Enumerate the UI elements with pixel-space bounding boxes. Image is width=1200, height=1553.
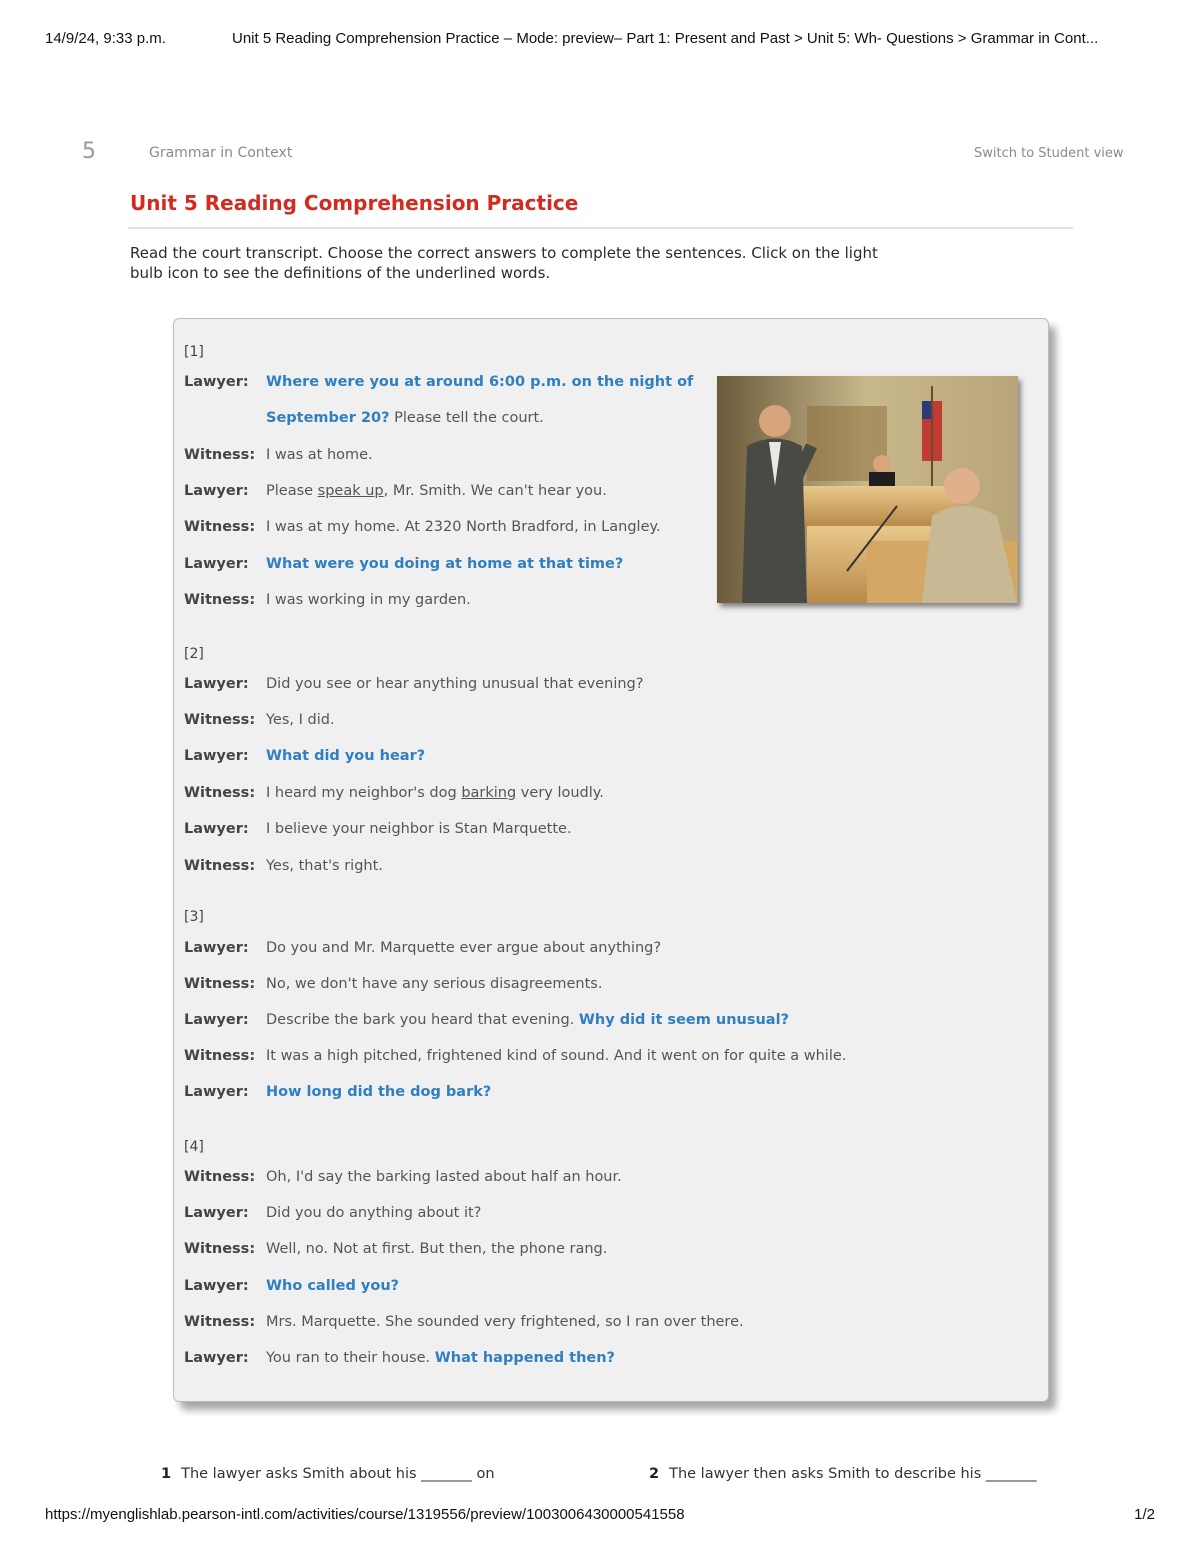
speaker: Witness: [184,1314,256,1330]
print-page-title: Unit 5 Reading Comprehension Practice – Mode: preview– Part 1: Present and Past > Unit 5: Wh- Questions > Grammar in Cont... [232,30,1099,47]
speaker: Witness: [184,785,256,801]
dialogue-text: I believe your neighbor is Stan Marquette. [266,821,572,837]
section-label: [1] [184,344,204,360]
wh-question: Where were you at around 6:00 p.m. on the night of [266,374,694,390]
speaker: Lawyer: [184,1084,249,1100]
question-number: 1 [161,1466,172,1482]
speaker: Witness: [184,592,256,608]
question-text: The lawyer then asks Smith to describe his _______ [669,1466,1037,1482]
print-header [45,30,1155,50]
dialogue-text: Oh, I'd say the barking lasted about half an hour. [266,1169,622,1185]
question-text: The lawyer asks Smith about his _______ on [181,1466,495,1482]
wh-question: What were you doing at home at that time? [266,556,624,572]
speaker: Witness: [184,447,256,463]
speaker: Witness: [184,712,256,728]
switch-to-student-view-link[interactable]: Switch to Student view [974,146,1124,161]
speaker: Witness: [184,1048,256,1064]
page-title: Unit 5 Reading Comprehension Practice [130,191,579,215]
title-divider [128,227,1073,229]
speaker: Lawyer: [184,940,249,956]
speaker: Lawyer: [184,748,249,764]
wh-question: Who called you? [266,1278,400,1294]
wh-question: September 20? [266,410,390,426]
print-footer [45,1506,1155,1526]
section-label: [3] [184,909,204,925]
print-date: 14/9/24, 9:33 p.m. [45,30,166,47]
dialogue-text: Well, no. Not at first. But then, the phone rang. [266,1241,608,1257]
speaker: Lawyer: [184,1350,249,1366]
question-2 [649,1466,1037,1482]
speaker: Lawyer: [184,556,249,572]
section-label: [4] [184,1139,204,1155]
dialogue-text: I was working in my garden. [266,592,471,608]
speaker: Lawyer: [184,676,249,692]
section-label: [2] [184,646,204,662]
speaker: Lawyer: [184,1205,249,1221]
speaker: Witness: [184,1241,256,1257]
wh-question: Why did it seem unusual? [578,1012,789,1028]
wh-question: What happened then? [434,1350,615,1366]
question-number: 2 [649,1466,660,1482]
vocabulary-word[interactable]: speak up [317,483,384,499]
dialogue-text: No, we don't have any serious disagreements. [266,976,603,992]
wh-question: What did you hear? [266,748,426,764]
speaker: Lawyer: [184,1278,249,1294]
dialogue-text: Describe the bark you heard that evening. [266,1012,579,1028]
dialogue-text: Please [266,483,318,499]
vocabulary-word[interactable]: barking [461,785,517,801]
speaker: Lawyer: [184,374,249,390]
dialogue-text: I was at home. [266,447,373,463]
section-number: 5 [82,139,96,164]
dialogue-text: I heard my neighbor's dog [266,785,462,801]
dialogue-text: very loudly. [516,785,604,801]
dialogue-text: Please tell the court. [389,410,544,426]
speaker: Witness: [184,858,256,874]
dialogue-text: Do you and Mr. Marquette ever argue about anything? [266,940,662,956]
page-url: https://myenglishlab.pearson-intl.com/activities/course/1319556/preview/1003006430000541558 [45,1506,685,1523]
dialogue-text: Yes, that's right. [266,858,383,874]
dialogue-text: Mrs. Marquette. She sounded very frightened, so I ran over there. [266,1314,744,1330]
breadcrumb: Grammar in Context [149,145,293,161]
instructions: Read the court transcript. Choose the correct answers to complete the sentences. Click on the light bulb icon to see the definitions of the underlined words. [130,244,878,282]
speaker: Witness: [184,519,256,535]
speaker: Witness: [184,976,256,992]
dialogue-text: You ran to their house. [266,1350,435,1366]
speaker: Witness: [184,1169,256,1185]
dialogue-text: Did you see or hear anything unusual that evening? [266,676,644,692]
speaker: Lawyer: [184,1012,249,1028]
wh-question: How long did the dog bark? [266,1084,492,1100]
dialogue-text: I was at my home. At 2320 North Bradford, in Langley. [266,519,661,535]
dialogue-text: Yes, I did. [266,712,335,728]
question-1 [161,1466,495,1482]
dialogue-text: It was a high pitched, frightened kind of sound. And it went on for quite a while. [266,1048,847,1064]
dialogue-text: , Mr. Smith. We can't hear you. [383,483,607,499]
speaker: Lawyer: [184,483,249,499]
dialogue-text: Did you do anything about it? [266,1205,482,1221]
speaker: Lawyer: [184,821,249,837]
page-number: 1/2 [1134,1506,1155,1523]
courtroom-photo [717,376,1018,603]
